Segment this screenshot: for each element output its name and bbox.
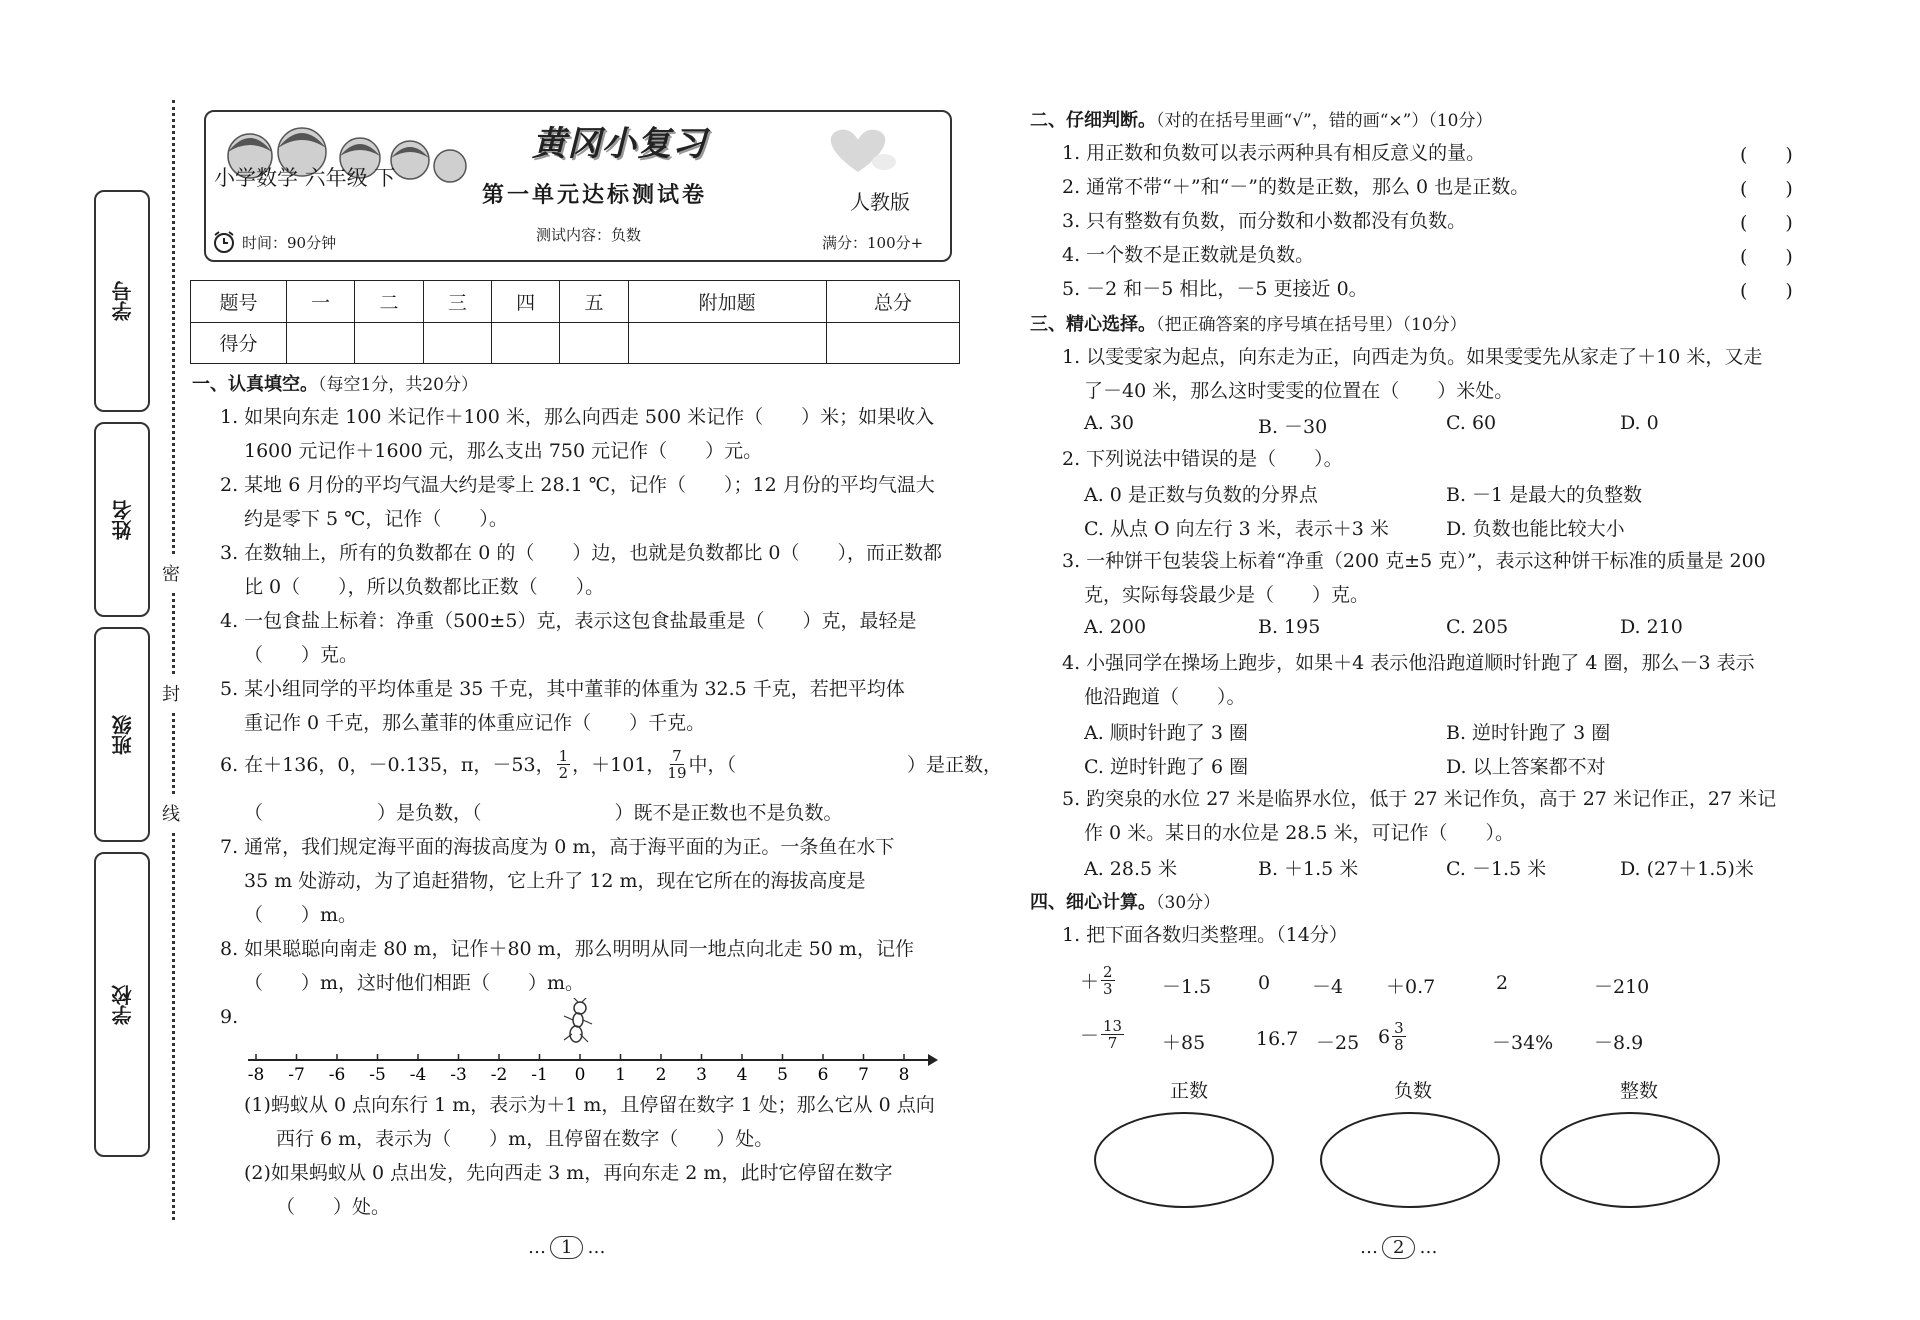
number-line-label: 7 [858, 1065, 869, 1082]
q6-pre: 6. 在＋136，0，－0.135，π，－53， [220, 753, 555, 776]
choice-q2-option-a[interactable]: A. 0 是正数与负数的分界点 [1084, 484, 1318, 506]
q4-line2: （ ）克。 [244, 644, 359, 666]
choice-q1-option-b[interactable]: B. －30 [1258, 416, 1328, 438]
number-line-label: 2 [655, 1065, 667, 1082]
number-item: ＋85 [1162, 1032, 1206, 1054]
number-item: －4 [1312, 976, 1344, 998]
number-line-label: -3 [450, 1065, 467, 1082]
section4-heading [1030, 888, 1220, 914]
number-item: －34% [1492, 1032, 1554, 1054]
section3-note: （把正确答案的序号填在括号里）（10分） [1156, 315, 1467, 335]
brand-logo: 黄冈小复习 [532, 124, 707, 164]
page-number-2 [1360, 1236, 1437, 1259]
choice-q5-option-c[interactable]: C. －1.5 米 [1446, 858, 1547, 880]
number-minus-thirteen-sevenths [1080, 1018, 1126, 1051]
number-line-label: -2 [490, 1065, 508, 1082]
section3-title: 三、精心选择。 [1030, 314, 1156, 335]
fraction-denominator: 2 [558, 764, 569, 782]
score-cell: 二 [355, 281, 423, 323]
choice-q1-line1: 1. 以雯雯家为起点，向东走为正，向西走为负。如果雯雯先从家走了＋10 米，又走 [1062, 346, 1763, 368]
choice-q2-option-c[interactable]: C. 从点 O 向左行 3 米，表示＋3 米 [1084, 518, 1389, 540]
score-input-cell[interactable] [287, 322, 355, 364]
score-table-score-row [191, 322, 960, 364]
time-limit: 时间：90分钟 [242, 234, 337, 252]
number-item: －210 [1594, 976, 1650, 998]
score-cell: 得分 [191, 322, 287, 364]
binding-box-class [94, 627, 150, 842]
header-banner [204, 110, 952, 262]
ant-icon [560, 998, 596, 1044]
set-label-integer: 整数 [1620, 1080, 1659, 1102]
q6-line1 [220, 748, 1002, 781]
seal-char-xian: 线 [162, 796, 180, 830]
arrow-right-icon [928, 1054, 938, 1066]
binding-label-student-id: 学号 [110, 281, 135, 321]
choice-q5-line2: 作 0 米。某日的水位是 28.5 米，可记作（ ）。 [1084, 822, 1515, 844]
score-cell: 四 [491, 281, 559, 323]
section3-heading [1030, 310, 1467, 336]
section4-title: 四、细心计算。 [1030, 892, 1156, 913]
set-label-negative: 负数 [1394, 1080, 1433, 1102]
choice-q1-option-c[interactable]: C. 60 [1446, 412, 1497, 434]
alarm-clock-icon [212, 230, 236, 254]
number-line-label: 5 [777, 1065, 788, 1082]
sign-text: ＋ [1080, 971, 1100, 993]
calc-q1: 1. 把下面各数归类整理。（14分） [1062, 924, 1348, 946]
choice-q5-line1: 5. 趵突泉的水位 27 米是临界水位，低于 27 米记作负，高于 27 米记作正，27 米记 [1062, 788, 1777, 810]
choice-q4-line1: 4. 小强同学在操场上跑步，如果＋4 表示他沿跑道顺时针跑了 4 圈，那么－3 表示 [1062, 652, 1755, 674]
number-item: －25 [1316, 1032, 1360, 1054]
footer-dots: … [587, 1237, 606, 1258]
choice-q3-option-d[interactable]: D. 210 [1620, 616, 1683, 638]
footer-dots: … [1419, 1237, 1438, 1258]
judge-item-2: 2. 通常不带“＋”和“－”的数是正数，那么 0 也是正数。 [1062, 176, 1530, 198]
footer-dots: … [1360, 1237, 1378, 1258]
fraction-seven-nineteenths [667, 748, 686, 781]
binding-label-school: 学校 [110, 984, 135, 1025]
choice-q4-line2: 他沿跑道（ ）。 [1084, 686, 1246, 708]
number-line-label: 6 [817, 1065, 829, 1082]
fraction-denominator: 19 [667, 764, 687, 782]
q9-part2-line1: (2)如果蚂蚁从 0 点出发，先向西走 3 m，再向东走 2 m，此时它停留在数字 [244, 1162, 893, 1184]
number-item: －1.5 [1162, 976, 1212, 998]
score-input-cell[interactable] [491, 322, 559, 364]
number-item: －8.9 [1594, 1032, 1644, 1054]
judge-item-4: 4. 一个数不是正数就是负数。 [1062, 244, 1315, 266]
q2-line1: 2. 某地 6 月份的平均气温大约是零上 28.1 ℃，记作（ ）；12 月份的平均气温大 [220, 474, 935, 496]
judge-answer-bracket[interactable]: ( ) [1740, 144, 1793, 166]
number-item: 2 [1496, 972, 1509, 994]
choice-q1-line2: 了－40 米，那么这时雯雯的位置在（ ）米处。 [1084, 380, 1514, 402]
choice-q1-option-d[interactable]: D. 0 [1620, 412, 1659, 434]
fraction-numerator: 13 [1103, 1017, 1123, 1035]
number-line-label: 8 [898, 1065, 910, 1082]
fraction-numerator: 3 [1394, 1019, 1404, 1037]
score-input-cell[interactable] [560, 322, 628, 364]
q7-line3: （ ）m。 [244, 904, 358, 926]
q1-line1: 1. 如果向东走 100 米记作＋100 米，那么向西走 500 米记作（ ）米；如果收入 [220, 406, 935, 428]
number-line-label: -5 [369, 1065, 386, 1082]
q8-line1: 8. 如果聪聪向南走 80 m，记作＋80 m，那么明明从同一地点向北走 50 m，记作 [220, 938, 914, 960]
choice-q4-option-d[interactable]: D. 以上答案都不对 [1446, 756, 1606, 778]
judge-answer-bracket[interactable]: ( ) [1740, 280, 1793, 302]
fraction-numerator: 7 [672, 747, 682, 765]
score-cell: 总分 [826, 281, 959, 323]
fraction-denominator: 8 [1394, 1036, 1404, 1054]
q6-mid: ，＋101， [572, 753, 666, 776]
page-number-cloud: 2 [1382, 1236, 1415, 1259]
heart-cloud-icon [818, 122, 898, 178]
choice-q3-line1: 3. 一种饼干包装袋上标着“净重（200 克±5 克）”，表示这种饼干标准的质量是 200 [1062, 550, 1766, 572]
section2-note: （对的在括号里画“√”，错的画“×”）（10分） [1156, 111, 1493, 131]
sign-text: － [1080, 1025, 1100, 1047]
choice-q4-option-c[interactable]: C. 逆时针跑了 6 圈 [1084, 756, 1249, 778]
number-item: ＋0.7 [1386, 976, 1436, 998]
q5-line2: 重记作 0 千克，那么董菲的体重应记作（ ）千克。 [244, 712, 706, 734]
q9-label: 9. [220, 1006, 239, 1028]
number-line-label: 0 [574, 1065, 586, 1082]
judge-answer-bracket[interactable]: ( ) [1740, 178, 1793, 200]
choice-q2-option-d[interactable]: D. 负数也能比较大小 [1446, 518, 1625, 540]
q7-line2: 35 m 处游动，为了追赶猎物，它上升了 12 m，现在它所在的海拔高度是 [244, 870, 866, 892]
edition-label: 人教版 [850, 190, 910, 214]
number-line-label: 3 [696, 1065, 707, 1082]
choice-q3-option-c[interactable]: C. 205 [1446, 616, 1509, 638]
choice-q3-option-a[interactable]: A. 200 [1084, 616, 1147, 638]
q2-line2: 约是零下 5 ℃，记作（ ）。 [244, 508, 508, 530]
q6-post: 中，（ ）是正数， [688, 753, 1003, 776]
number-item: 16.7 [1256, 1028, 1299, 1050]
fraction-thirteen-sevenths [1101, 1018, 1124, 1051]
binding-box-name [94, 422, 150, 617]
score-cell: 一 [287, 281, 355, 323]
choice-q1-option-a[interactable]: A. 30 [1084, 412, 1134, 434]
choice-q5-option-a[interactable]: A. 28.5 米 [1084, 858, 1178, 880]
number-plus-two-thirds [1080, 964, 1117, 997]
binding-box-school [94, 852, 150, 1157]
footer-dots: … [528, 1237, 546, 1258]
score-table [190, 280, 960, 364]
binding-label-class: 班级 [110, 714, 135, 755]
full-score: 满分：100分+ [822, 234, 924, 252]
number-mixed-six-three-eighths [1378, 1020, 1408, 1053]
mixed-whole: 6 [1378, 1025, 1391, 1048]
score-table-header-row [191, 281, 960, 323]
judge-answer-bracket[interactable]: ( ) [1740, 212, 1793, 234]
section1-title: 一、认真填空。 [192, 374, 318, 395]
binding-label-name: 姓名 [110, 499, 135, 540]
page-number-cloud: 1 [550, 1236, 583, 1259]
number-item: 0 [1258, 972, 1271, 994]
number-line-label: -8 [247, 1065, 265, 1082]
number-line-label: 4 [736, 1065, 748, 1082]
q5-line1: 5. 某小组同学的平均体重是 35 千克，其中董菲的体重为 32.5 千克，若把平均体 [220, 678, 905, 700]
choice-q3-line2: 克，实际每袋最少是（ ）克。 [1084, 584, 1370, 606]
fraction-numerator: 1 [558, 747, 569, 765]
q4-line1: 4. 一包食盐上标着：净重（500±5）克，表示这包食盐最重是（ ）克，最轻是 [220, 610, 917, 632]
set-ellipse-positive[interactable] [1094, 1112, 1274, 1208]
binding-dotted-line [172, 100, 175, 1220]
section1-note: （每空1分，共20分） [318, 375, 478, 395]
exam-title: 第一单元达标测试卷 [482, 182, 708, 208]
q6-line2: （ ）是负数，（ ）既不是正数也不是负数。 [244, 802, 843, 824]
q9-part2-line2: （ ）处。 [276, 1196, 391, 1218]
q3-line1: 3. 在数轴上，所有的负数都在 0 的（ ）边，也就是负数都比 0（ ），而正数都 [220, 542, 942, 564]
score-cell: 题号 [191, 281, 287, 323]
judge-item-3: 3. 只有整数有负数，而分数和小数都没有负数。 [1062, 210, 1467, 232]
test-content: 测试内容：负数 [536, 226, 642, 244]
q7-line1: 7. 通常，我们规定海平面的海拔高度为 0 m，高于海平面的为正。一条鱼在水下 [220, 836, 895, 858]
seal-char-mi: 密 [162, 556, 180, 590]
binding-box-student-id [94, 190, 150, 412]
number-line-label: 1 [615, 1065, 626, 1082]
seal-char-feng: 封 [162, 676, 180, 710]
choice-q5-option-d[interactable]: D. (27＋1.5)米 [1620, 858, 1754, 880]
score-input-cell[interactable] [826, 322, 959, 364]
q8-line2: （ ）m，这时他们相距（ ）m。 [244, 972, 585, 994]
number-line-label: -4 [409, 1065, 427, 1082]
q9-part1-line1: (1)蚂蚁从 0 点向东行 1 m，表示为＋1 m，且停留在数字 1 处；那么它从 0 点向 [244, 1094, 935, 1116]
choice-q5-option-b[interactable]: B. ＋1.5 米 [1258, 858, 1359, 880]
choice-q3-option-b[interactable]: B. 195 [1258, 616, 1321, 638]
score-input-cell[interactable] [628, 322, 826, 364]
q1-line2: 1600 元记作＋1600 元，那么支出 750 元记作（ ）元。 [244, 440, 763, 462]
q9-part1-line2: 西行 6 m，表示为（ ）m，且停留在数字（ ）处。 [276, 1128, 774, 1150]
q3-line2: 比 0（ ），所以负数都比正数（ ）。 [244, 576, 605, 598]
set-ellipse-negative[interactable] [1320, 1112, 1500, 1208]
section4-note: （30分） [1156, 893, 1221, 913]
set-ellipse-integer[interactable] [1540, 1112, 1720, 1208]
number-line-label: -1 [531, 1065, 548, 1082]
score-cell: 三 [423, 281, 491, 323]
number-line [244, 1042, 940, 1082]
number-line-label: -6 [328, 1065, 346, 1082]
judge-item-1: 1. 用正数和负数可以表示两种具有相反意义的量。 [1062, 142, 1486, 164]
choice-q4-option-b[interactable]: B. 逆时针跑了 3 圈 [1446, 722, 1611, 744]
subject-grade: 小学数学 六年级 下 [214, 166, 396, 190]
number-line-label: -7 [288, 1065, 305, 1082]
fraction-denominator: 7 [1107, 1034, 1118, 1052]
score-cell: 附加题 [628, 281, 826, 323]
fraction-one-half [557, 748, 571, 781]
set-label-positive: 正数 [1170, 1080, 1209, 1102]
fraction-two-thirds [1101, 964, 1115, 997]
score-cell: 五 [560, 281, 628, 323]
section2-heading [1030, 106, 1492, 132]
score-input-cell[interactable] [355, 322, 423, 364]
fraction-three-eighths [1392, 1020, 1406, 1053]
section1-heading [192, 370, 478, 396]
choice-q2: 2. 下列说法中错误的是（ ）。 [1062, 448, 1343, 470]
judge-answer-bracket[interactable]: ( ) [1740, 246, 1793, 268]
judge-item-5: 5. －2 和－5 相比，－5 更接近 0。 [1062, 278, 1368, 300]
fraction-numerator: 2 [1103, 963, 1113, 981]
section2-title: 二、仔细判断。 [1030, 110, 1156, 131]
score-input-cell[interactable] [423, 322, 491, 364]
fraction-denominator: 3 [1103, 980, 1113, 998]
choice-q4-option-a[interactable]: A. 顺时针跑了 3 圈 [1084, 722, 1248, 744]
page-number-1 [528, 1236, 605, 1259]
choice-q2-option-b[interactable]: B. －1 是最大的负整数 [1446, 484, 1643, 506]
